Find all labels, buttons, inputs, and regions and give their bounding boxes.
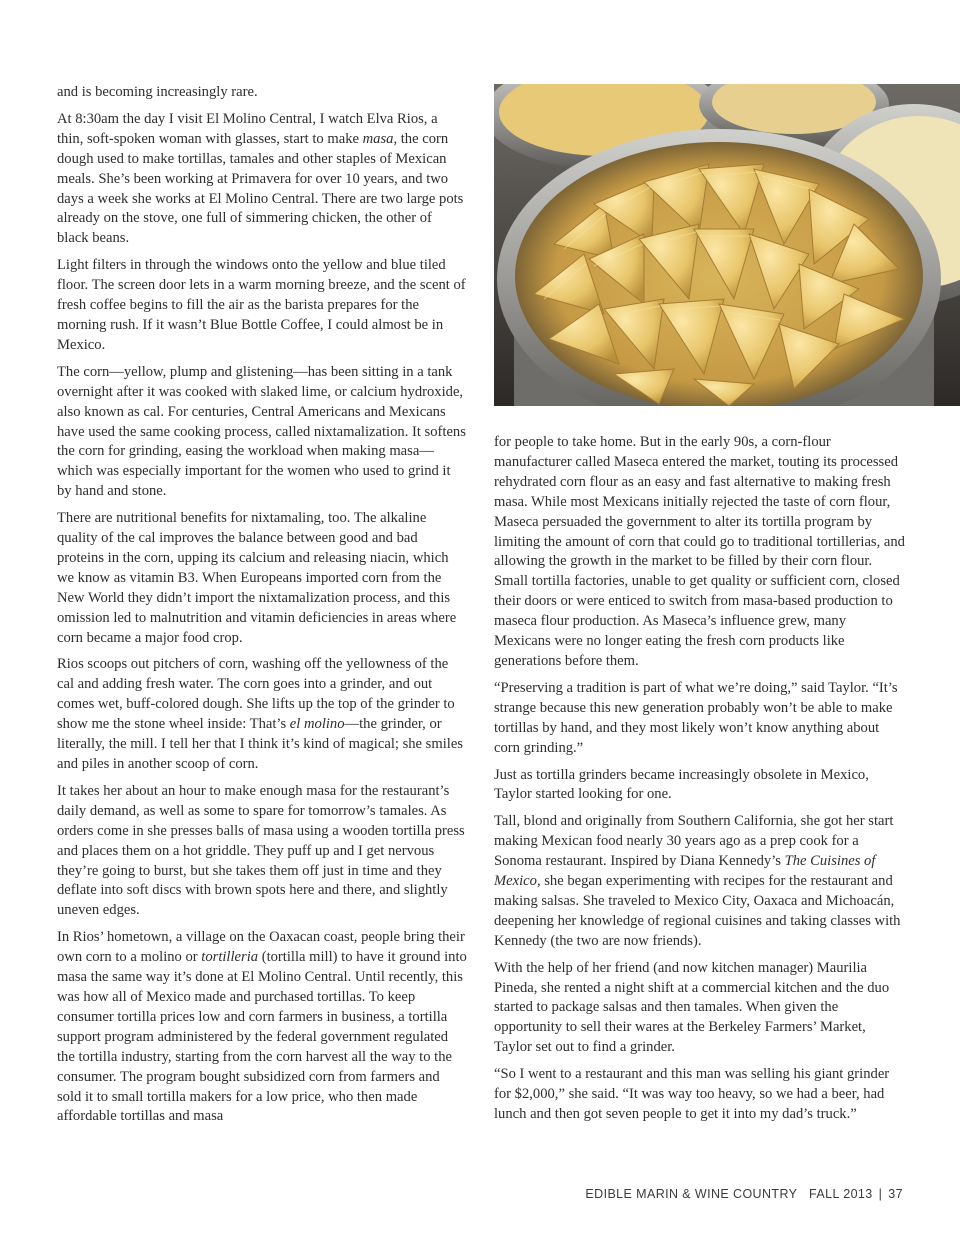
text-run: —the grinder, or literally, the mill. I tell her that I think it’s kind of magical; she smiles and piles in another scoop of corn. xyxy=(57,716,463,772)
paragraph: “So I went to a restaurant and this man was selling his giant grinder for $2,000,” she said. “It was way too heavy, so we had a beer, had lunch and then got seven people to get it into my dad’s truck.” xyxy=(494,1066,890,1122)
italic-text: tortilleria xyxy=(201,949,259,966)
italic-text: masa xyxy=(362,130,394,147)
paragraph: “Preserving a tradition is part of what we’re doing,” said Taylor. “It’s strange because this new generation probably won’t be able to make tortillas by hand, and they most likely won’t know anything about corn grinding.” xyxy=(494,679,898,756)
paragraph: With the help of her friend (and now kitchen manager) Maurilia Pineda, she rented a night shift at a commercial kitchen and the duo started to package salsas and then tamales. When given the opportunity to sell their wares at the Berkeley Farmers’ Market, Taylor set out to find a grinder. xyxy=(494,959,890,1056)
paragraph: Just as tortilla grinders became increasingly obsolete in Mexico, Taylor started looking for one. xyxy=(494,766,869,803)
tamales-photo xyxy=(494,84,960,406)
text-run: At 8:30am the day I visit El Molino Central, I watch Elva Rios, a thin, soft-spoken woman with glasses, start to make xyxy=(57,110,438,147)
text-run: (tortilla mill) to have it ground into masa the same way it’s done at El Molino Central. Until recently, this was how all of Mexico made and purchased tortillas. To keep consumer tortilla prices low and corn farmers in business, a tortilla support program administered by the federal government regulated the tortilla industry, starting from the corn harvest all the way to the consumer. The program bought subsidized corn from farmers and sold it to small tortilla makers for a low price, who then made affordable tortillas and masa xyxy=(57,949,467,1125)
text-run: , she began experimenting with recipes for the restaurant and making salsas. She traveled to Mexico City, Oaxaca and Michoacán, deepening her knowledge of regional cuisines and taking classes with Kennedy (the two are now friends). xyxy=(494,873,901,949)
paragraph xyxy=(57,655,467,774)
paragraph: Light filters in through the windows onto the yellow and blue tiled floor. The screen door lets in a warm morning breeze, and the scent of fresh coffee begins to fill the air as the barista prepares for the morning rush. If it wasn’t Blue Bottle Coffee, I could almost be in Mexico. xyxy=(57,257,466,353)
text-run: Rios scoops out pitchers of corn, washing off the yellowness of the cal and adding fresh water. The corn goes into a grinder, and out comes wet, buff-colored dough. She lifts up the top of the grinder to show me the stone wheel inside: That’s xyxy=(57,656,455,733)
left-column xyxy=(57,83,467,1134)
footer-separator: | xyxy=(878,1187,883,1201)
paragraph: The corn—yellow, plump and glistening—has been sitting in a tank overnight after it was cooked with slaked lime, or calcium hydroxide, also known as cal. For centuries, Central Americans and Mexicans have used the same cooking process, called nixtamalization. It softens the corn for grinding, easing the workload when making masa—which was especially important for the women who used to grind it by hand and stone. xyxy=(57,363,466,500)
page-number: 37 xyxy=(888,1187,903,1201)
issue-date: FALL 2013 xyxy=(809,1187,873,1201)
tamales-illustration xyxy=(494,84,960,406)
paragraph: It takes her about an hour to make enough masa for the restaurant’s daily demand, as well as some to spare for tomorrow’s tamales. As orders come in she presses balls of masa using a wooden tortilla press and places them on a hot griddle. They puff up and I get nervous they’re going to burst, but she takes them off just in time and they deflate into soft discs with brown spots here and there, and slightly uneven edges. xyxy=(57,782,465,919)
publication-name: EDIBLE MARIN & WINE COUNTRY xyxy=(585,1187,798,1201)
page-footer xyxy=(585,1187,903,1201)
paragraph xyxy=(57,110,467,249)
text-run: , the corn dough used to make tortillas, tamales and other staples of Mexican meals. She’s been working at Primavera for over 10 years, and two days a week she works at El Molino Central. There are two large pots already on the stove, one full of simmering chicken, the other of black beans. xyxy=(57,130,464,247)
paragraph xyxy=(57,928,467,1127)
paragraph: and is becoming increasingly rare. xyxy=(57,84,258,100)
text-run: In Rios’ hometown, a village on the Oaxacan coast, people bring their own corn to a molino or xyxy=(57,929,465,966)
paragraph: There are nutritional benefits for nixtamaling, too. The alkaline quality of the cal improves the balance between good and bad proteins in the corn, upping its calcium and releasing niacin, which we know as vitamin B3. When Europeans imported corn from the New World they didn’t import the nixtamalization process, and this omission led to malnutrition and vitamin deficiencies in areas where corn became a major food crop. xyxy=(57,510,457,646)
paragraph xyxy=(494,812,906,951)
italic-text: el molino xyxy=(289,716,345,733)
italic-text: The Cuisines of Mexico xyxy=(494,853,876,890)
paragraph: for people to take home. But in the early 90s, a corn-flour manufacturer called Maseca entered the market, touting its processed rehydrated corn flour as an easy and fast alternative to making fresh masa. While most Mexicans initially rejected the taste of corn flour, Maseca persuaded the government to alter its tortilla program by limiting the amount of corn that could go to traditional tortillerias, and allowing the growth in the market to be filled by their corn flour. Small tortilla factories, unable to get quality or sufficient corn, closed their doors or were enticed to switch from masa-based production to maseca flour production. As Maseca’s influence grew, many Mexicans were no longer eating the fresh corn products like generations before them. xyxy=(494,434,905,669)
right-column xyxy=(494,433,906,1132)
text-run: Tall, blond and originally from Southern California, she got her start making Mexican food nearly 30 years ago as a prep cook for a Sonoma restaurant. Inspired by Diana Kennedy’s xyxy=(494,813,894,870)
